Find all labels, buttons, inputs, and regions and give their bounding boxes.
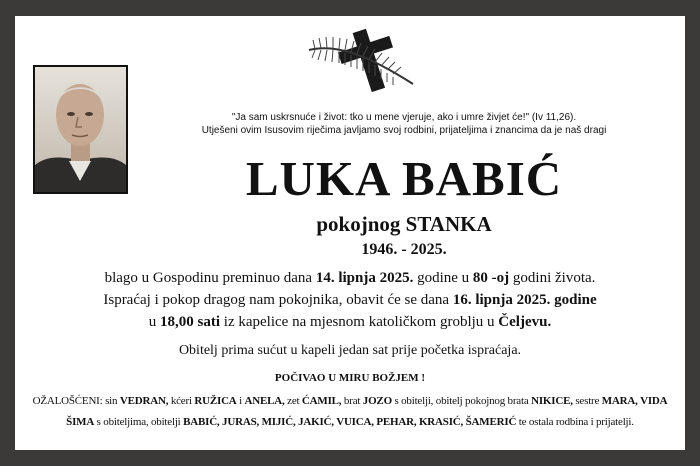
obituary-card (15, 16, 685, 450)
condolence-note: Obitelj prima sućut u kapeli jedan sat prije početka ispraćaja. (178, 343, 522, 358)
funeral-place: Čeljevu. (498, 314, 552, 330)
age: 80 -oj (472, 270, 510, 286)
cross-with-palm-icon (303, 22, 425, 92)
announcement-line: Utješeni ovim Isusovim riječima javljamo svoj rodbini, prijateljima i znancima da je naš dragi (201, 125, 607, 136)
passing-line: blago u Gospodinu preminuo dana 14. lipnja 2025. godine u 80 -oj godini života. (104, 270, 596, 286)
funeral-date: 16. lipnja 2025. godine (452, 292, 597, 308)
mourners-line-2: ŠIMA s obiteljima, obitelji BABIĆ, JURAS, MIJIĆ, JAKIĆ, VUICA, PEHAR, KRASIĆ, ŠAMERIĆ te ostala rodbina i prijatelji. (66, 416, 634, 428)
deceased-name: LUKA BABIĆ (245, 151, 563, 206)
father-name: pokojnog STANKA (316, 212, 492, 236)
passing-date: 14. lipnja 2025. (315, 270, 414, 286)
portrait-photo (33, 65, 128, 194)
funeral-place-line: u 18,00 sati iz kapelice na mjesnom katoličkom groblju u Čeljevu. (148, 314, 552, 330)
quote-line: "Ja sam uskrsnuće i život: tko u mene vjeruje, ako i umre živjet će!" (Iv 11,26). (231, 112, 577, 123)
bible-quote (139, 111, 669, 137)
funeral-line: Ispraćaj i pokop dragog nam pokojnika, obavit će se dana 16. lipnja 2025. godine (103, 292, 597, 308)
rest-in-peace: POČIVAO U MIRU BOŽJEM ! (274, 372, 426, 384)
mourners-line-1: OŽALOŠĆENI: sin VEDRAN, kćeri RUŽICA i ANELA, zet ĆAMIL, brat JOZO s obitelji, obitelj pokojnog brata NIKICE, sestre MARA, VIDA (32, 395, 668, 407)
family-names: BABIĆ, JURAS, MIJIĆ, JAKIĆ, VUICA, PEHAR, KRASIĆ, ŠAMERIĆ (183, 416, 517, 428)
mourners-label: OŽALOŠĆENI: (32, 395, 103, 407)
funeral-time: 18,00 sati (160, 314, 221, 330)
life-years: 1946. - 2025. (361, 241, 447, 258)
